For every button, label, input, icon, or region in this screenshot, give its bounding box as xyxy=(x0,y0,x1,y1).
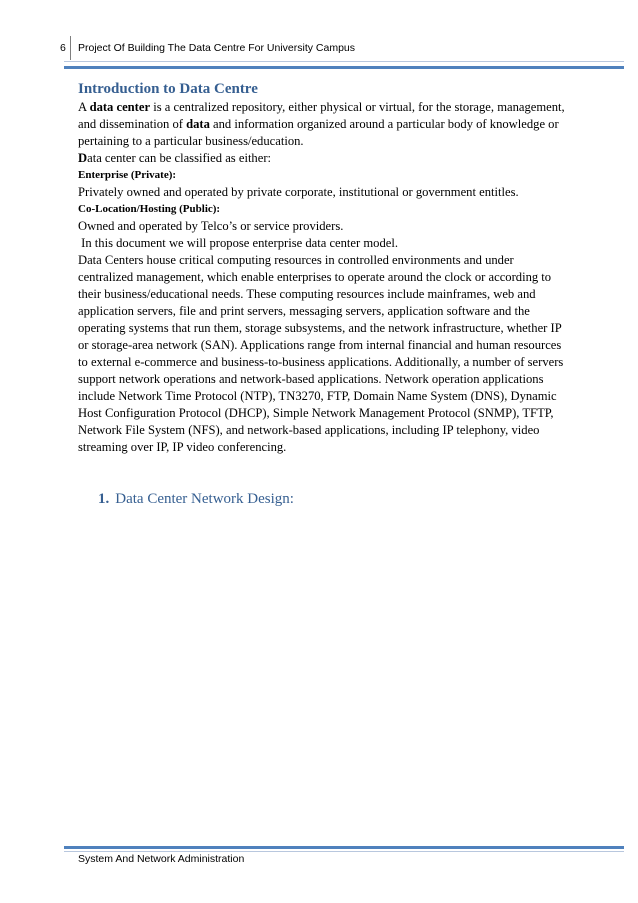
body-paragraph: Data Centers house critical computing resources in controlled environments and under centralized management, which enable enterprises to operate around the clock or according to their business/educational needs. These computing resources include mainframes, web and application servers, file and print servers, messaging servers, application software and the operating systems that run them, storage subsystems, and the network infrastructure, whether IP or storage-area network (SAN). Applications range from internal financial and human resources to external e-commerce and business-to-business applications. Additionally, a number of servers support network operations and network-based applications. Network operation applications include Network Time Protocol (NTP), TN3270, FTP, Domain Name System (DNS), Dynamic Host Configuration Protocol (DHCP), Simple Network Management Protocol (SNMP), TFTP, Network File System (NFS), and network-based applications, including IP telephony, video streaming over IP, IP video conferencing. xyxy=(78,253,564,454)
enterprise-label: Enterprise (Private): xyxy=(78,169,177,181)
footer-text: System And Network Administration xyxy=(78,853,245,865)
page-number: 6 xyxy=(60,42,66,54)
header-rule-thick xyxy=(64,66,624,69)
intro-term-data: data xyxy=(186,117,210,131)
intro-paragraph xyxy=(78,99,568,150)
header-divider xyxy=(70,36,71,60)
proposal-text: In this document we will propose enterprise data center model. xyxy=(78,236,398,250)
footer-rule-thick xyxy=(64,846,624,849)
footer-rule-thin xyxy=(64,851,624,852)
section-heading: Introduction to Data Centre xyxy=(78,81,258,97)
intro-text-e: and information organized around a particular body of knowledge or pertaining to a particular business/education. xyxy=(78,117,559,148)
intro-text-a: A xyxy=(78,100,90,114)
classification-line xyxy=(78,150,568,167)
header-rule-thin xyxy=(64,61,624,62)
colocation-label: Co-Location/Hosting (Public): xyxy=(78,203,221,215)
page-header xyxy=(0,0,638,70)
header-title: Project Of Building The Data Centre For University Campus xyxy=(78,42,355,54)
intro-term-data-center: data center xyxy=(89,100,151,114)
intro-text-c: is a centralized repository, either physical or virtual, for the storage, management, and dissemination of xyxy=(78,100,565,131)
subsection-title: Data Center Network Design: xyxy=(115,491,294,507)
colocation-text: Owned and operated by Telco’s or service providers. xyxy=(78,219,344,233)
classify-initial: D xyxy=(78,151,88,165)
subsection-number: 1. xyxy=(98,491,110,507)
main-content xyxy=(78,80,568,456)
classify-text: ata center can be classified as either: xyxy=(87,151,272,165)
subsection-heading xyxy=(98,491,294,508)
enterprise-text: Privately owned and operated by private corporate, institutional or government entitles. xyxy=(78,185,519,199)
